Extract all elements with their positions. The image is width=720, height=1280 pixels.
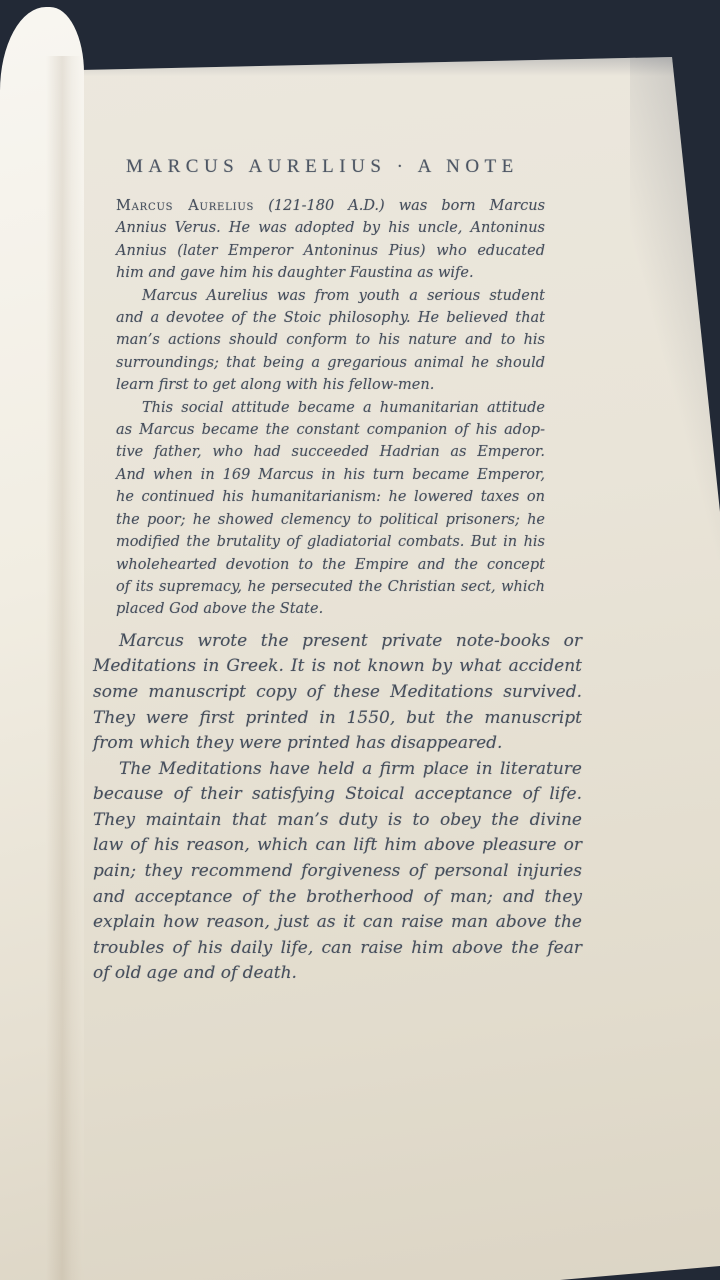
text-line: him and gave him his daughter Faustina as wife. xyxy=(116,265,474,282)
text-line: explain how reason, just as it can raise man above the xyxy=(93,912,582,933)
page-title: MARCUS AURELIUS · A NOTE xyxy=(126,156,519,177)
text-line: And when in 169 Marcus in his turn became Emperor, xyxy=(116,466,545,483)
text-line: pain; they recommend forgiveness of personal injuries xyxy=(93,861,582,882)
text-line: Marcus Aurelius was from youth a serious student xyxy=(142,287,545,304)
text-line: This social attitude became a humanitarian attitude xyxy=(142,399,545,416)
text-line: of its supremacy, he persecuted the Christian sect, which xyxy=(116,578,545,595)
text-line: placed God above the State. xyxy=(116,601,324,618)
text-line: tive father, who had succeeded Hadrian as Emperor. xyxy=(116,444,545,461)
page-text xyxy=(93,156,582,987)
text-line: and a devotee of the Stoic philosophy. He believed that xyxy=(116,310,545,327)
text-line: Marcus wrote the present private note-books or xyxy=(119,630,582,651)
text-line: law of his reason, which can lift him above pleasure or xyxy=(93,835,582,856)
paragraph xyxy=(93,757,582,987)
text-line: from which they were printed has disappeared. xyxy=(93,733,503,754)
text-line: modified the brutality of gladiatorial combats. But in his xyxy=(116,534,545,551)
small-caps-lead: Marcus Aurelius xyxy=(116,198,255,214)
paragraph xyxy=(116,397,545,621)
text-line: of old age and of death. xyxy=(93,963,297,984)
text-line: man’s actions should conform to his nature and to his xyxy=(116,332,545,349)
text-line: as Marcus became the constant companion of his adop- xyxy=(116,422,545,439)
text-line: They maintain that man’s duty is to obey the divine xyxy=(93,809,582,830)
text-line: and acceptance of the brotherhood of man; and they xyxy=(93,886,582,907)
text-line: Meditations in Greek. It is not known by what accident xyxy=(93,656,582,677)
text-line: troubles of his daily life, can raise him above the fear xyxy=(93,937,582,958)
text-line: he continued his humanitarianism: he lowered taxes on xyxy=(116,489,545,506)
text-line: some manuscript copy of these Meditations survived. xyxy=(93,681,582,702)
text-line: They were first printed in 1550, but the manuscript xyxy=(93,707,582,728)
paragraph xyxy=(93,629,582,757)
paragraph xyxy=(116,285,545,397)
text-line: Annius (later Emperor Antoninus Pius) who educated xyxy=(116,242,545,259)
paragraph xyxy=(116,195,545,285)
text-line: wholehearted devotion to the Empire and the concept xyxy=(116,556,545,573)
text-line: Marcus Aurelius (121-180 A.D.) was born Marcus xyxy=(116,198,546,214)
text-line: surroundings; that being a gregarious animal he should xyxy=(116,354,545,371)
text-line: The Meditations have held a firm place in literature xyxy=(119,758,582,779)
gutter-shadow xyxy=(46,56,82,1280)
text-line: because of their satisfying Stoical acceptance of life. xyxy=(93,784,582,805)
text-line: the poor; he showed clemency to political prisoners; he xyxy=(116,511,545,528)
text-line: Annius Verus. He was adopted by his uncle, Antoninus xyxy=(116,220,545,237)
text-line: learn first to get along with his fellow-men. xyxy=(116,377,435,394)
paragraph-container xyxy=(93,195,582,987)
